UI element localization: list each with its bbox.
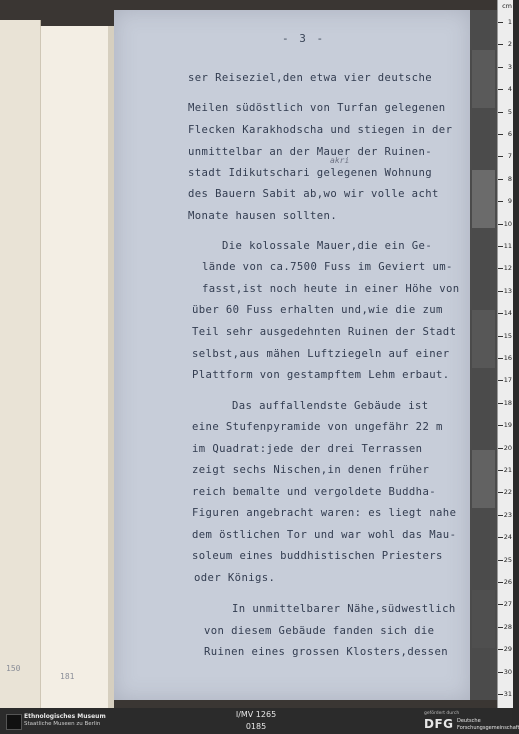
ruler-tick: [498, 201, 503, 202]
ruler-number: 6: [507, 130, 512, 138]
museum-subtitle: Staatliche Museen zu Berlin: [24, 721, 101, 727]
ruler-tick: [498, 179, 503, 180]
typed-line: Das auffallendste Gebäude ist: [232, 400, 429, 412]
ruler-tick: [498, 22, 503, 23]
folder-page-inner: [40, 26, 113, 708]
ruler-tick: [498, 560, 503, 561]
measurement-ruler: [497, 0, 513, 708]
ruler-number: 22: [503, 488, 512, 497]
typed-line: Monate hausen sollten.: [188, 210, 338, 222]
ruler-tick: [498, 89, 503, 90]
ruler-number: 14: [503, 309, 512, 318]
typed-line: im Quadrat:jede der drei Terrassen: [192, 443, 423, 455]
ruler-number: 10: [503, 219, 512, 228]
ruler-number: 18: [503, 398, 512, 407]
ruler-number: 16: [503, 354, 512, 362]
ruler-tick: [498, 336, 503, 337]
ruler-number: 11: [503, 242, 512, 250]
typed-line: eine Stufenpyramide von ungefähr 22 m: [192, 421, 443, 433]
ruler-number: 23: [503, 510, 512, 519]
archive-footer: [0, 708, 519, 734]
ruler-number: 3: [507, 62, 512, 71]
ruler-tick: [498, 44, 503, 45]
typed-line: zeigt sechs Nischen,in denen früher: [192, 464, 430, 476]
typed-line: des Bauern Sabit ab,wo wir volle acht: [188, 188, 439, 200]
ruler-tick: [498, 694, 503, 695]
ruler-number: 4: [507, 85, 512, 94]
margin-note-inner: 181: [60, 672, 75, 681]
ruler-tick: [498, 224, 503, 225]
ruler-number: 26: [503, 578, 512, 586]
typed-line: fasst,ist noch heute in einer Höhe von: [202, 283, 460, 295]
ruler-unit: cm: [502, 2, 512, 10]
shelf-mark: I/MV 1265: [235, 710, 277, 719]
ruler-tick: [498, 358, 503, 359]
typed-line: lände von ca.7500 Fuss im Geviert um-: [202, 261, 453, 273]
ruler-tick: [498, 156, 503, 157]
ruler-number: 21: [503, 466, 512, 474]
typed-line: ser Reiseziel,den etwa vier deutsche: [188, 72, 433, 84]
ruler-tick: [498, 380, 503, 381]
ruler-tick: [498, 537, 503, 538]
ruler-number: 13: [503, 286, 512, 295]
museum-name: Ethnologisches Museum: [24, 713, 106, 720]
ruler-tick: [498, 515, 503, 516]
typed-line: von diesem Gebäude fanden sich die: [204, 625, 435, 637]
typed-line: In unmittelbarer Nähe,südwestlich: [232, 603, 456, 615]
typed-line: Figuren angebracht waren: es liegt nahe: [192, 507, 457, 519]
typed-line: Die kolossale Mauer,die ein Ge-: [222, 240, 433, 252]
ruler-number: 8: [507, 174, 512, 183]
typed-line: Meilen südöstlich von Turfan gelegenen: [188, 102, 446, 114]
ruler-number: 30: [503, 667, 512, 676]
typed-line: Teil sehr ausgedehnten Ruinen der Stadt: [192, 326, 457, 338]
funder-caption: gefördert durch: [424, 711, 460, 716]
ruler-number: 12: [503, 264, 512, 273]
funder-name-line2: Forschungsgemeinschaft: [457, 725, 519, 731]
ruler-tick: [498, 67, 503, 68]
ruler-number: 7: [507, 152, 512, 161]
margin-note-left: 150: [6, 664, 21, 673]
ruler-tick: [498, 112, 503, 113]
ruler-number: 29: [503, 645, 512, 654]
ruler-tick: [498, 403, 503, 404]
ruler-tick: [498, 672, 503, 673]
ruler-number: 15: [503, 331, 512, 340]
ruler-number: 28: [503, 622, 512, 631]
ruler-tick: [498, 582, 503, 583]
ruler-tick: [498, 448, 503, 449]
ruler-number: 2: [507, 40, 512, 49]
ruler-number: 31: [503, 690, 512, 698]
typed-line: stadt Idikutschari gelegenen Wohnung: [188, 167, 433, 179]
typed-line: Plattform von gestampftem Lehm erbaut.: [192, 369, 450, 381]
handwritten-annotation: akri: [330, 156, 350, 165]
ruler-number: 5: [507, 107, 512, 116]
color-calibration-strip: [470, 10, 497, 700]
ruler-number: 9: [507, 197, 512, 206]
page-number: - 3 -: [282, 32, 326, 45]
ruler-tick: [498, 649, 503, 650]
dfg-logo: DFG: [424, 717, 454, 731]
page-code: 0185: [245, 722, 267, 731]
typed-line: Ruinen eines grossen Klosters,dessen: [204, 646, 449, 658]
ruler-tick: [498, 313, 503, 314]
ruler-tick: [498, 291, 503, 292]
ruler-tick: [498, 268, 503, 269]
ruler-number: 20: [503, 443, 512, 452]
typed-line: unmittelbar an der Mauer der Ruinen-: [188, 146, 433, 158]
ruler-number: 17: [503, 376, 512, 385]
ruler-tick: [498, 134, 503, 135]
typed-line: dem östlichen Tor und war wohl das Mau-: [192, 529, 457, 541]
typed-line: soleum eines buddhistischen Priesters: [192, 550, 443, 562]
funder-name-line1: Deutsche: [457, 718, 481, 724]
ruler-number: 25: [503, 555, 512, 564]
ruler-tick: [498, 246, 503, 247]
ruler-tick: [498, 425, 503, 426]
typed-line: reich bemalte und vergoldete Buddha-: [192, 486, 437, 498]
ruler-number: 24: [503, 533, 512, 542]
typed-line: selbst,aus mähen Luftziegeln auf einer: [192, 348, 450, 360]
ruler-tick: [498, 627, 503, 628]
ruler-number: 1: [507, 18, 512, 26]
ruler-number: 27: [503, 600, 512, 609]
ruler-tick: [498, 604, 503, 605]
ruler-number: 19: [503, 421, 512, 430]
folder-page-left: [0, 20, 41, 708]
typed-line: Flecken Karakhodscha und stiegen in der: [188, 124, 453, 136]
typed-line: über 60 Fuss erhalten und,wie die zum: [192, 304, 443, 316]
typed-line: oder Königs.: [194, 572, 276, 584]
typed-page: [114, 10, 470, 700]
ruler-tick: [498, 492, 503, 493]
ruler-tick: [498, 470, 503, 471]
